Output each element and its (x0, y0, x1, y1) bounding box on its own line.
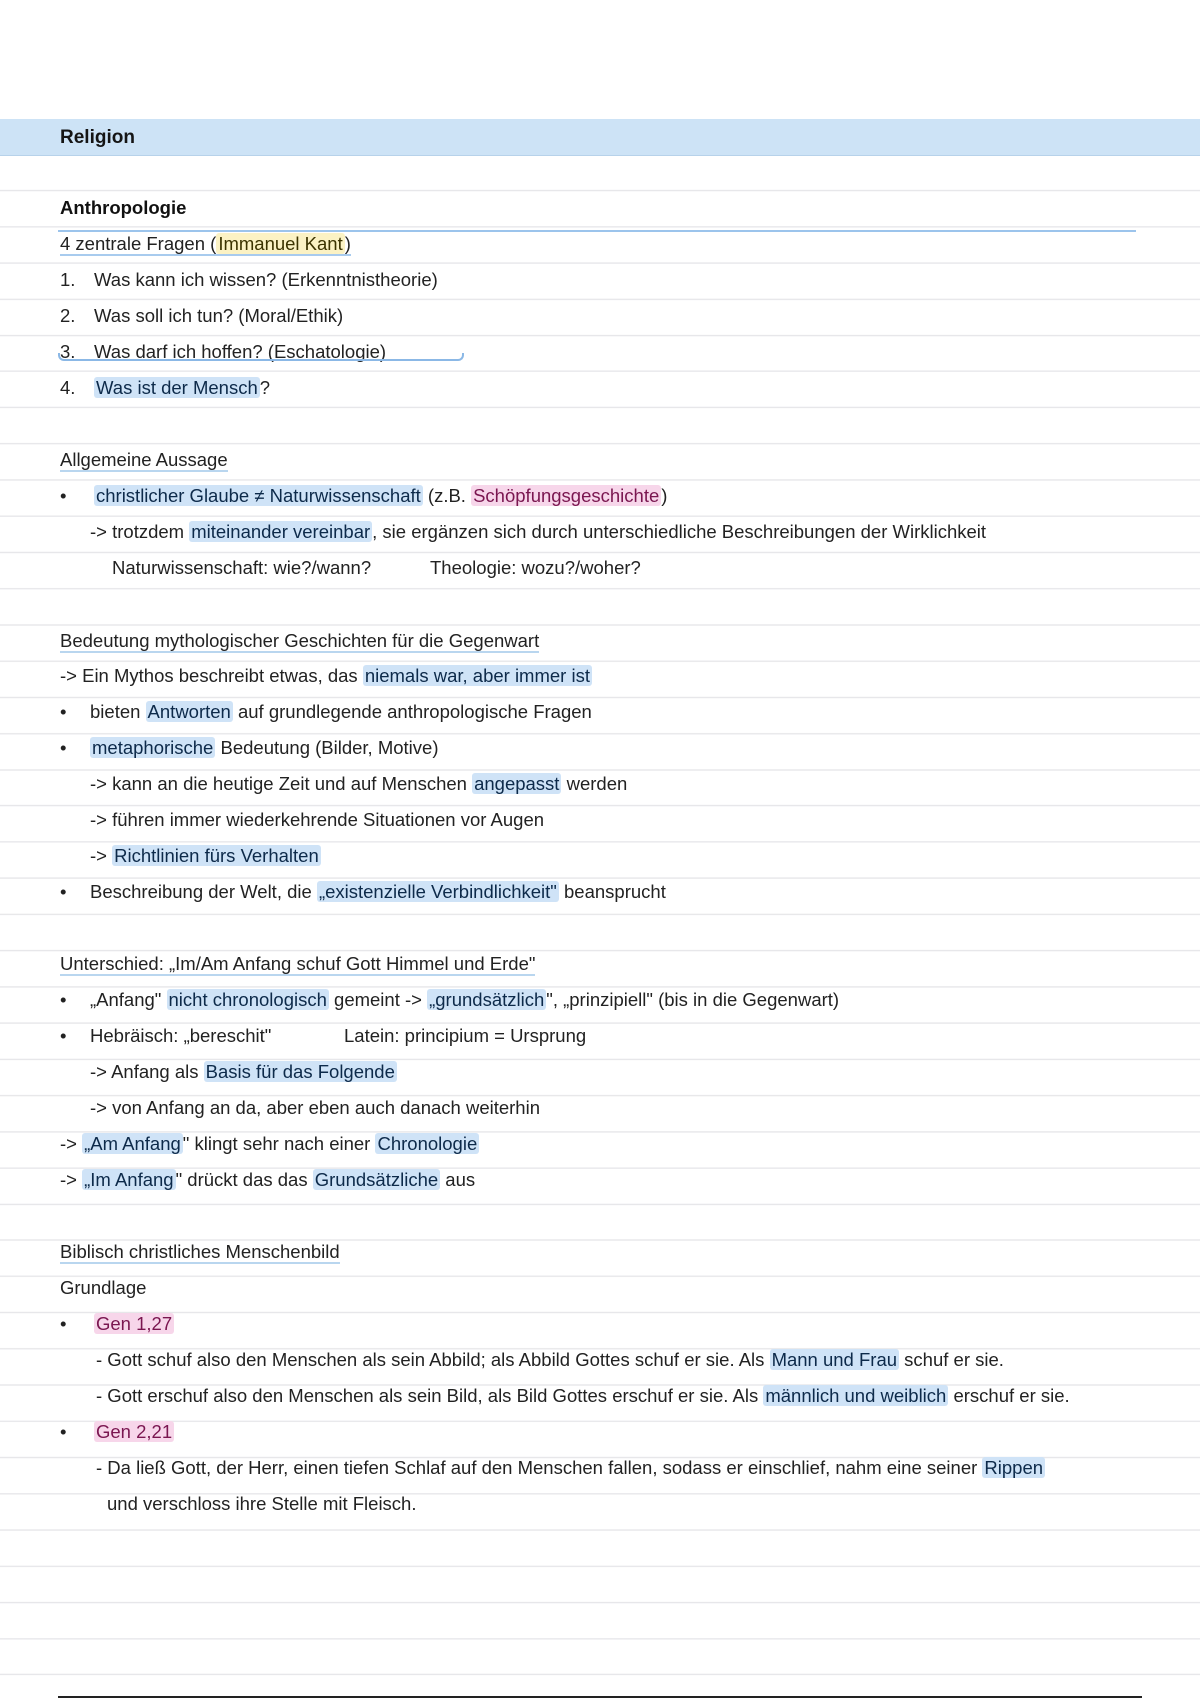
note-line: und verschloss ihre Stelle mit Fleisch. (107, 1493, 417, 1514)
title-bar (0, 119, 1200, 156)
bullet-item: • Hebräisch: „bereschit" Latein: principium = Ursprung (60, 1025, 587, 1046)
subheading: Grundlage (60, 1277, 147, 1298)
kant-intro: 4 zentrale Fragen ( Immanuel Kant ) (60, 233, 351, 254)
note-line: -> trotzdem miteinander vereinbar , sie ergänzen sich durch unterschiedliche Beschreibungen der Wirklichkeit (90, 521, 987, 542)
note-line: -> von Anfang an da, aber eben auch danach weiterhin (90, 1097, 540, 1118)
note-line: -> kann an die heutige Zeit und auf Menschen angepasst werden (90, 773, 628, 794)
list-item: 4. Was ist der Mensch ? (60, 377, 271, 398)
bullet-item: • Gen 2,21 (60, 1421, 173, 1442)
note-line: -> führen immer wiederkehrende Situationen vor Augen (90, 809, 545, 830)
note-line: -> „Im Anfang " drückt das das Grundsätzliche aus (60, 1169, 476, 1190)
list-item: 3. Was darf ich hoffen? (Eschatologie) (60, 341, 387, 362)
page-title: Religion (60, 127, 135, 148)
note-line: - Gott schuf also den Menschen als sein Abbild; als Abbild Gottes schuf er sie. Als Mann und Frau schuf er sie. (96, 1349, 1004, 1370)
bullet-item: • metaphorische Bedeutung (Bilder, Motive) (60, 737, 439, 758)
note-line: - Da ließ Gott, der Herr, einen tiefen Schlaf auf den Menschen fallen, sodass er einschlief, nahm eine seiner Rippen (96, 1457, 1044, 1478)
list-item: 2. Was soll ich tun? (Moral/Ethik) (60, 305, 344, 326)
note-line: -> Richtlinien fürs Verhalten (90, 845, 319, 866)
note-line: -> „Am Anfang " klingt sehr nach einer Chronologie (60, 1133, 478, 1154)
note-line: -> Anfang als Basis für das Folgende (90, 1061, 395, 1082)
bullet-item: • bieten Antworten auf grundlegende anthropologische Fragen (60, 701, 592, 722)
section-heading: Biblisch christliches Menschenbild (60, 1241, 340, 1262)
note-line: -> Ein Mythos beschreibt etwas, das niemals war, aber immer ist (60, 665, 590, 686)
bullet-item: • Beschreibung der Welt, die „existenzielle Verbindlichkeit" beansprucht (60, 881, 666, 902)
anthropologie-heading: Anthropologie (60, 197, 187, 218)
bullet-item: • christlicher Glaube ≠ Naturwissenschaft (z.B. Schöpfungsgeschichte ) (60, 485, 668, 506)
section-heading: Allgemeine Aussage (60, 449, 228, 470)
bullet-item: • „Anfang" nicht chronologisch gemeint -> „grundsätzlich ", „prinzipiell" (bis in die Gegenwart) (60, 989, 840, 1010)
top-margin (0, 0, 1200, 120)
list-item: 1. Was kann ich wissen? (Erkenntnistheorie) (60, 269, 438, 290)
note-line: Naturwissenschaft: wie?/wann? Theologie: wozu?/woher? (112, 557, 641, 578)
section-heading: Bedeutung mythologischer Geschichten für die Gegenwart (60, 630, 540, 651)
footer-rule (58, 1696, 1142, 1698)
note-line: - Gott erschuf also den Menschen als sein Bild, als Bild Gottes erschuf er sie. Als männlich und weiblich erschuf er sie. (96, 1385, 1070, 1406)
questions-bracket (58, 353, 464, 361)
section-heading: Unterschied: „Im/Am Anfang schuf Gott Himmel und Erde" (60, 953, 536, 974)
bullet-item: • Gen 1,27 (60, 1313, 173, 1334)
